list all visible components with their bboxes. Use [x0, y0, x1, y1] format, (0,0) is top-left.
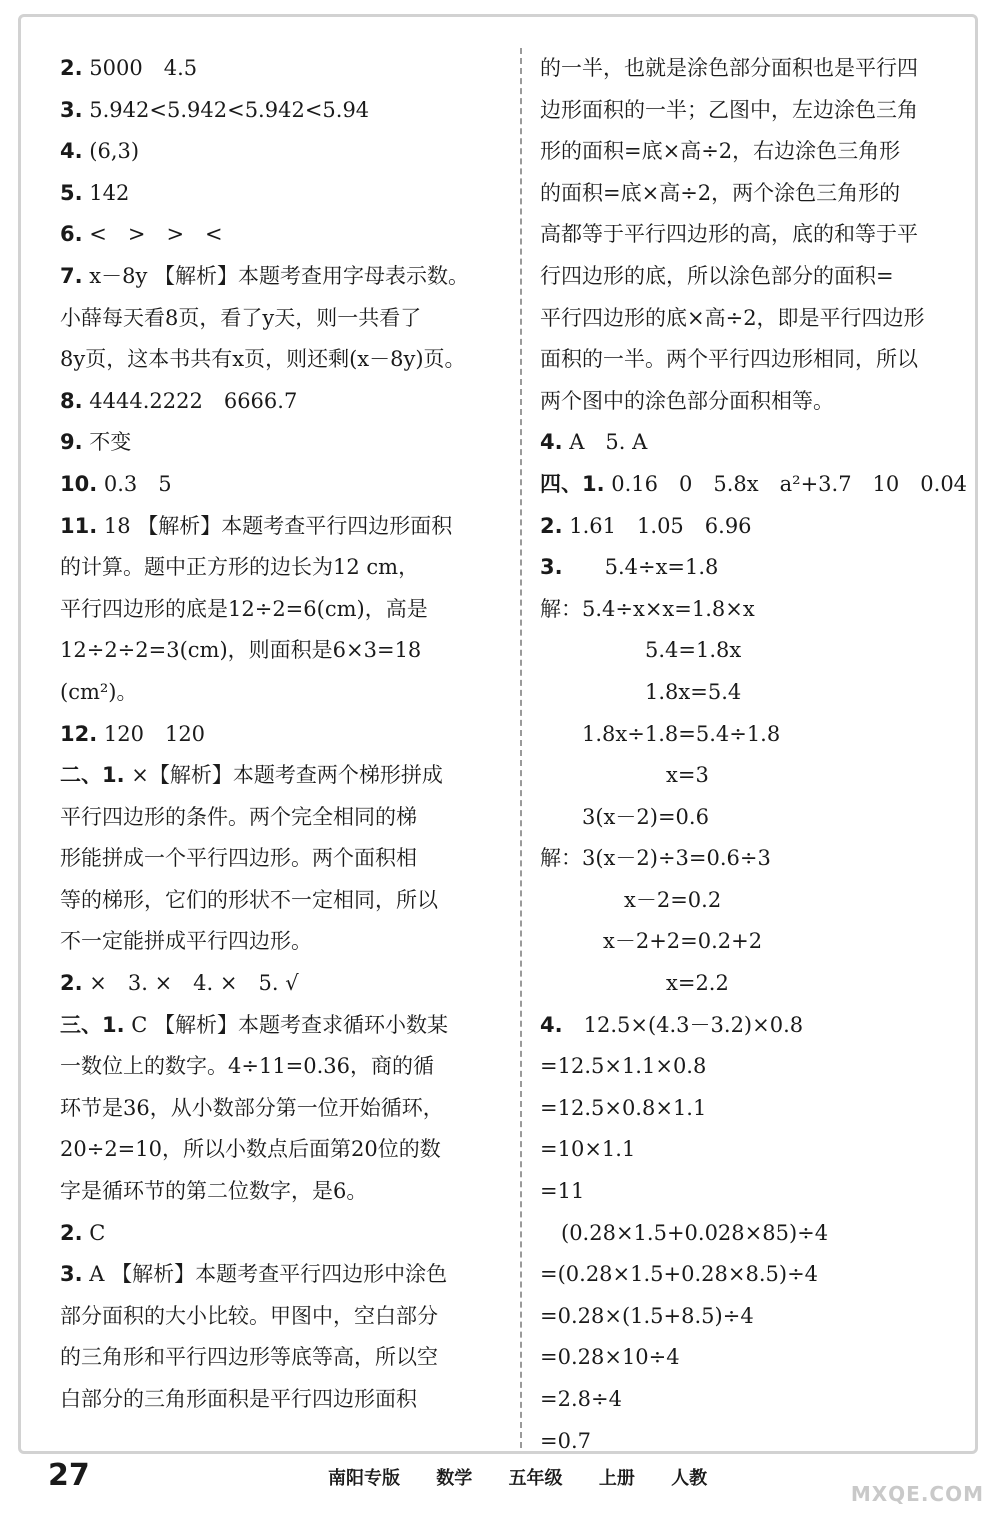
question-number: 四、1.: [540, 471, 605, 496]
answer-line: [60, 1005, 500, 1047]
question-number: 7.: [60, 263, 83, 288]
answer-line: [60, 880, 500, 922]
question-number: 4.: [60, 139, 83, 164]
question-number: 3.: [60, 97, 83, 122]
answer-line: [60, 714, 500, 756]
answer-text: 1.8x÷1.8=5.4÷1.8: [540, 721, 781, 746]
answer-text: 行四边形的底，所以涂色部分的面积=: [540, 263, 894, 288]
answer-line: [60, 1254, 500, 1296]
answer-text: A 5. A: [562, 430, 648, 455]
answer-text: =10×1.1: [540, 1137, 636, 1162]
answer-line: [60, 589, 500, 631]
answer-line: [540, 48, 960, 90]
answer-text: 环节是36，从小数部分第一位开始循环，: [60, 1095, 444, 1120]
footer: [48, 1458, 948, 1498]
question-number: 2.: [60, 1220, 83, 1245]
answer-line: [60, 131, 500, 173]
answer-text: 3(x－2)=0.6: [540, 804, 709, 829]
answer-text: x=2.2: [540, 971, 729, 996]
answer-text: 白部分的三角形面积是平行四边形面积: [60, 1387, 417, 1411]
answer-text: 部分面积的大小比较。甲图中，空白部分: [60, 1303, 438, 1328]
answer-text: (0.28×1.5+0.028×85)÷4: [540, 1220, 829, 1245]
answer-line: [540, 1213, 960, 1255]
answer-line: [540, 339, 960, 381]
answer-line: [60, 339, 500, 381]
left-column: [60, 48, 500, 1421]
answer-text: 不一定能拼成平行四边形。: [60, 929, 312, 954]
answer-line: [60, 422, 500, 464]
question-number: 2.: [540, 513, 563, 538]
footer-publisher: 人教: [671, 1468, 708, 1489]
question-number: 12.: [60, 721, 98, 746]
answer-text: 字是循环节的第二位数字，是6。: [60, 1179, 368, 1204]
question-number: 11.: [60, 513, 98, 538]
answer-text: 8y页，这本书共有x页，则还剩(x－8y)页。: [60, 347, 466, 372]
answer-text: 142: [82, 180, 130, 205]
answer-line: [540, 630, 960, 672]
answer-text: 0.16 0 5.8x a²+3.7 10 0.04: [604, 471, 968, 496]
answer-text: 不变: [82, 430, 132, 455]
answer-line: [60, 298, 500, 340]
answer-text: (cm²)。: [60, 679, 138, 704]
answer-line: [540, 1379, 960, 1421]
answer-line: [540, 256, 960, 298]
answer-line: [60, 214, 500, 256]
answer-line: [540, 1046, 960, 1088]
answer-line: [60, 464, 500, 506]
answer-text: 两个图中的涂色部分面积相等。: [540, 388, 834, 413]
question-number: 5.: [60, 180, 83, 205]
answer-line: [60, 630, 500, 672]
answer-text: =12.5×0.8×1.1: [540, 1095, 707, 1120]
answer-line: [540, 422, 960, 464]
answer-line: [60, 755, 500, 797]
answer-text: 5.4=1.8x: [540, 638, 742, 663]
answer-line: [60, 1337, 500, 1379]
answer-text: =11: [540, 1179, 585, 1204]
answer-line: [60, 506, 500, 548]
answer-line: [60, 1213, 500, 1255]
answer-line: [540, 672, 960, 714]
answer-line: [540, 714, 960, 756]
question-number: 2.: [60, 56, 83, 80]
answer-line: [540, 1421, 960, 1463]
answer-text: =0.28×10÷4: [540, 1345, 680, 1370]
answer-text: 20÷2=10，所以小数点后面第20位的数: [60, 1137, 441, 1162]
answer-line: [540, 1296, 960, 1338]
answer-line: [540, 1171, 960, 1213]
answer-line: [60, 672, 500, 714]
answer-line: [540, 921, 960, 963]
answer-line: [540, 1337, 960, 1379]
answer-text: 1.8x=5.4: [540, 679, 742, 704]
answer-text: × 3. × 4. × 5. √: [82, 971, 299, 996]
answer-line: [60, 1296, 500, 1338]
answer-text: 4444.2222 6666.7: [82, 388, 298, 413]
answer-text: 的一半，也就是涂色部分面积也是平行四: [540, 56, 918, 80]
answer-line: [540, 755, 960, 797]
footer-subject: 数学: [436, 1468, 473, 1489]
answer-text: 12÷2÷2=3(cm)，则面积是6×3=18: [60, 638, 422, 663]
answer-text: x－8y 【解析】本题考查用字母表示数。: [82, 263, 470, 288]
answer-line: [60, 921, 500, 963]
answer-line: [540, 90, 960, 132]
answer-text: 5000 4.5: [82, 56, 198, 80]
answer-text: 的计算。题中正方形的边长为12 cm，: [60, 555, 420, 580]
question-number: 3.: [60, 1262, 83, 1287]
answer-line: [60, 256, 500, 298]
footer-edition: 南阳专版: [328, 1468, 400, 1489]
question-number: 4.: [540, 1012, 563, 1037]
answer-text: 形能拼成一个平行四边形。两个面积相: [60, 846, 417, 871]
answer-text: 18 【解析】本题考查平行四边形面积: [97, 513, 453, 538]
answer-text: =12.5×1.1×0.8: [540, 1054, 707, 1079]
answer-line: [60, 381, 500, 423]
answer-text: 等的梯形，它们的形状不一定相同，所以: [60, 887, 438, 912]
question-number: 三、1.: [60, 1012, 125, 1037]
answer-line: [540, 880, 960, 922]
footer-term: 上册: [598, 1468, 635, 1489]
answer-line: [540, 1254, 960, 1296]
answer-text: x－2+2=0.2+2: [540, 929, 763, 954]
answer-line: [540, 589, 960, 631]
answer-text: 面积的一半。两个平行四边形相同，所以: [540, 347, 918, 372]
answer-text: 12.5×(4.3－3.2)×0.8: [562, 1012, 804, 1037]
answer-text: 一数位上的数字。4÷11=0.36，商的循: [60, 1054, 435, 1079]
answer-text: 平行四边形的底×高÷2，即是平行四边形: [540, 305, 925, 330]
column-divider: [520, 48, 522, 1448]
answer-line: [540, 547, 960, 589]
answer-text: 5.942<5.942<5.942<5.94: [82, 97, 370, 122]
answer-line: [60, 1129, 500, 1171]
answer-line: [540, 173, 960, 215]
right-column: [540, 48, 968, 1462]
answer-line: [60, 838, 500, 880]
answer-line: [540, 381, 960, 423]
question-number: 8.: [60, 388, 83, 413]
answer-text: =0.7: [540, 1428, 591, 1453]
answer-text: ×【解析】本题考查两个梯形拼成: [124, 763, 443, 788]
answer-line: [540, 131, 960, 173]
answer-text: 高都等于平行四边形的高，底的和等于平: [540, 222, 918, 247]
answer-line: [60, 1088, 500, 1130]
answer-line: [540, 1088, 960, 1130]
answer-text: x=3: [540, 763, 709, 788]
answer-line: [540, 963, 960, 1005]
answer-line: [540, 506, 960, 548]
question-number: 4.: [540, 430, 563, 455]
footer-grade: 五年级: [508, 1468, 563, 1489]
answer-line: [60, 1046, 500, 1088]
question-number: 9.: [60, 430, 83, 455]
answer-line: [60, 547, 500, 589]
question-number: 10.: [60, 471, 98, 496]
answer-line: [540, 464, 968, 506]
page-number: 27: [48, 1458, 90, 1493]
answer-text: A 【解析】本题考查平行四边形中涂色: [82, 1262, 448, 1287]
answer-line: [540, 838, 960, 880]
answer-text: 形的面积=底×高÷2，右边涂色三角形: [540, 139, 901, 164]
answer-text: 5.4÷x=1.8: [562, 555, 719, 580]
answer-line: [60, 797, 500, 839]
answer-text: 解：3(x－2)÷3=0.6÷3: [540, 846, 771, 871]
answer-text: C 【解析】本题考查求循环小数某: [124, 1012, 449, 1037]
answer-line: [540, 1005, 960, 1047]
footer-meta: [328, 1464, 725, 1490]
answer-line: [540, 298, 960, 340]
answer-text: < > > <: [82, 222, 223, 247]
answer-text: 120 120: [97, 721, 206, 746]
answer-line: [60, 963, 500, 1005]
answer-text: =2.8÷4: [540, 1387, 622, 1411]
answer-text: 0.3 5: [97, 471, 172, 496]
answer-text: 的面积=底×高÷2，两个涂色三角形的: [540, 180, 901, 205]
answer-text: 平行四边形的条件。两个完全相同的梯: [60, 804, 417, 829]
answer-line: [60, 48, 500, 90]
answer-line: [540, 1129, 960, 1171]
watermark-logo: MXQE.COM: [850, 1482, 984, 1506]
answer-text: 解：5.4÷x×x=1.8×x: [540, 596, 755, 621]
answer-line: [540, 214, 960, 256]
answer-line: [60, 90, 500, 132]
answer-line: [60, 1171, 500, 1213]
answer-text: (6,3): [82, 139, 140, 164]
answer-text: 平行四边形的底是12÷2=6(cm)，高是: [60, 596, 428, 621]
answer-text: =(0.28×1.5+0.28×8.5)÷4: [540, 1262, 819, 1287]
answer-line: [60, 1379, 500, 1421]
answer-text: x－2=0.2: [540, 887, 722, 912]
answer-line: [540, 797, 960, 839]
answer-text: 的三角形和平行四边形等底等高，所以空: [60, 1345, 438, 1370]
answer-line: [60, 173, 500, 215]
question-number: 二、1.: [60, 763, 125, 788]
answer-text: 1.61 1.05 6.96: [562, 513, 752, 538]
answer-text: 边形面积的一半；乙图中，左边涂色三角: [540, 97, 918, 122]
question-number: 3.: [540, 555, 563, 580]
answer-text: =0.28×(1.5+8.5)÷4: [540, 1303, 754, 1328]
question-number: 6.: [60, 222, 83, 247]
answer-text: C: [82, 1220, 106, 1245]
answer-text: 小薛每天看8页，看了y天，则一共看了: [60, 305, 422, 330]
question-number: 2.: [60, 971, 83, 996]
